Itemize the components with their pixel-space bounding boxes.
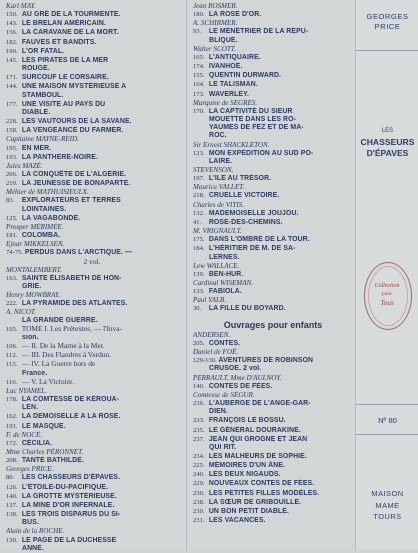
catalog-entry <box>6 179 178 188</box>
entry-title: — V. La Victoire. <box>21 377 75 386</box>
entry-title: MADEMOISELLE JOUJOU. <box>208 209 299 217</box>
entry-title: NOUVEAUX CONTES DE FÉES. <box>208 480 315 488</box>
catalog-entry <box>6 126 178 135</box>
entry-number: 237. <box>193 435 205 443</box>
entry-number: 156. <box>6 29 18 37</box>
spine-author <box>356 12 418 32</box>
collection-medallion <box>364 262 412 330</box>
catalog-entry <box>6 82 178 91</box>
author-name: Mme Charles PÉRONNET. <box>6 447 84 456</box>
entry-number: 93. <box>193 28 202 36</box>
title-continuation: LAIRE. <box>209 157 233 165</box>
catalog-entry <box>193 209 353 218</box>
catalog-entry <box>193 235 353 244</box>
catalog-entry <box>6 10 178 19</box>
catalog-entry <box>6 73 178 82</box>
title-continuation: France. <box>22 369 48 377</box>
author-name: MONTALEMBERT. <box>6 265 62 274</box>
catalog-entry <box>193 516 353 525</box>
catalog-entry <box>6 510 178 519</box>
entry-number: 140. <box>193 382 205 390</box>
entry-number: 197. <box>193 175 205 183</box>
catalog-entry <box>193 507 353 516</box>
catalog-entry <box>6 100 178 109</box>
author-name: Paul YALB. <box>193 296 227 305</box>
catalog-entry <box>6 456 178 465</box>
entry-title: LES CHASSEURS D'ÉPAVES. <box>21 474 121 482</box>
column-divider <box>186 0 187 550</box>
author-name: Henry MOWBRAY. <box>6 291 61 300</box>
entry-number: 231. <box>193 517 205 525</box>
entry-number: 130. <box>6 536 18 544</box>
entry-number: 238. <box>193 498 205 506</box>
catalog-entry <box>193 80 353 89</box>
book-spine <box>355 0 418 550</box>
title-continuation: YAUMES DE FEZ ET DE MA- <box>209 124 304 132</box>
author-name: M. VRIGNAULT. <box>193 227 242 236</box>
catalog-entry <box>193 304 353 313</box>
entry-number: 228. <box>6 118 18 126</box>
publisher-line3: TOURS <box>373 512 402 521</box>
catalog-entry <box>193 90 353 99</box>
entry-title: UN BON PETIT DIABLE. <box>208 507 289 515</box>
catalog-entry <box>6 439 178 448</box>
catalog-entry <box>6 248 178 257</box>
entry-title: LES PETITES FILLES MODÈLES. <box>208 489 320 497</box>
entry-number: 133. <box>193 288 205 296</box>
medallion-pour-text: pour <box>381 291 393 297</box>
author-name: PERRAULT, Mme D'AULNOY. <box>193 373 282 382</box>
catalog-entry <box>6 422 178 431</box>
entry-number: 155. <box>193 72 205 80</box>
title-continuation: BLIQUE. <box>209 36 238 44</box>
spacer <box>193 314 353 318</box>
entry-title: L'ILE AU TRÉSOR. <box>208 175 272 183</box>
catalog-entry <box>193 489 353 498</box>
entry-title: WAVERLEY. <box>208 90 250 98</box>
entry-number: 177. <box>6 100 18 108</box>
catalog-entry <box>6 196 178 205</box>
entry-title: COLOMBA. <box>21 232 61 240</box>
author-name: F. de NOCÉ. <box>6 430 43 439</box>
entry-title: LES VAUTOURS DE LA SAVANE. <box>21 118 132 126</box>
catalog-entry <box>193 498 353 507</box>
spine-publisher <box>356 488 418 523</box>
catalog-entry <box>193 416 353 425</box>
entry-number: 144. <box>6 83 18 91</box>
entry-title: FAUVES ET BANDITS. <box>21 38 97 46</box>
catalog-entry <box>6 47 178 56</box>
entry-number: 162. <box>6 413 18 421</box>
catalog-entry <box>193 470 353 479</box>
entry-title: L'ÉTOILE-DU-PACIFIQUE. <box>21 483 109 491</box>
entry-title: LE GÉNÉRAL DOURAKINE. <box>208 426 301 434</box>
catalog-entry <box>6 299 178 308</box>
entry-title: FRANÇOIS LE BOSSU. <box>208 417 286 425</box>
spine-title-line1: CHASSEURS <box>360 137 415 147</box>
entry-number: 184. <box>193 245 205 253</box>
catalog-entry <box>6 231 178 240</box>
title-continuation: LERNES. <box>209 253 240 261</box>
catalog-entry <box>193 244 353 253</box>
author-name: Capitaine MAYNE-REID. <box>6 135 79 144</box>
entry-number: 178. <box>6 396 18 404</box>
entry-title: CRUELLE VICTOIRE. <box>208 192 280 200</box>
entry-number: 174. <box>193 63 205 71</box>
entry-title: CONTES. <box>208 339 241 347</box>
entry-title: L'OR FATAL. <box>21 47 65 55</box>
entry-title: LA ROSE D'OR. <box>208 11 262 19</box>
entry-number: 105. <box>6 325 18 333</box>
entry-title: UNE MAISON MYSTÉRIEUSE A <box>21 83 127 91</box>
entry-title: LA VENGEANCE DU FARMER. <box>21 127 124 135</box>
author-name: ANDERSEN. <box>193 330 231 339</box>
entry-number: 208. <box>6 457 18 465</box>
entry-title: MÉMOIRES D'UN ÂNE. <box>208 462 286 470</box>
catalog-entry <box>193 107 353 116</box>
entry-title: L'HÉRITIER DE M. DE SA- <box>208 245 296 253</box>
title-continuation: LOINTAINES. <box>22 205 67 213</box>
catalog-entry <box>6 501 178 510</box>
entry-title: QUENTIN DURWARD. <box>208 72 282 80</box>
catalog-entry <box>193 191 353 200</box>
author-name: Maurice VALLET. <box>193 183 245 192</box>
entry-title: L'AUBERGE DE L'ANGE-GAR- <box>208 400 311 408</box>
entry-title: LA GROTTE MYSTÉRIEUSE. <box>21 492 117 500</box>
entry-number: 171. <box>6 74 18 82</box>
entry-number: 163. <box>6 274 18 282</box>
entry-title: DANS L'OMBRE DE LA TOUR. <box>208 236 310 244</box>
entry-number: 129-130. <box>193 357 217 365</box>
entry-number: 116. <box>6 378 18 386</box>
entry-number: 181. <box>6 232 18 240</box>
entry-number: 172. <box>6 439 18 447</box>
author-name: Lew WALLACE. <box>193 261 240 270</box>
entry-number: 180. <box>193 11 205 19</box>
spine-volume-number: Nº 80 <box>378 416 397 425</box>
entry-number: 218. <box>193 192 205 200</box>
medallion-tous-text: Tous <box>380 299 394 307</box>
catalog-entry <box>193 218 353 227</box>
title-continuation: GRIE. <box>22 283 42 290</box>
title-continuation: ANNE. <box>22 544 44 552</box>
entry-title: LA JEUNESSE DE BONAPARTE. <box>21 180 131 188</box>
author-name: Daniel de FOË. <box>193 348 239 357</box>
entry-title: — IV. La Guerre hors de <box>21 360 96 369</box>
entry-number: 236. <box>193 400 205 408</box>
volume-note: 2 vol. <box>83 257 101 266</box>
catalog-entry <box>193 339 353 348</box>
medallion-collection-text: Collection <box>374 283 400 289</box>
entry-title: SURCOUF LE CORSAIRE. <box>21 74 109 82</box>
entry-title: TANTE BATHILDE. <box>21 457 84 465</box>
entry-number: 205. <box>193 339 205 347</box>
entry-title: MON EXPÉDITION AU SUD PO- <box>208 149 314 157</box>
catalog-entry <box>193 452 353 461</box>
entry-title: LE TALISMAN. <box>208 81 258 89</box>
entry-title: LA PYRAMIDE DES ATLANTES. <box>21 300 128 308</box>
entry-number: 83. <box>6 197 15 205</box>
entry-title: LE MASQUE. <box>21 422 66 430</box>
author-name: Jean ROSMER. <box>193 2 238 10</box>
entry-title: AU GRÉ DE LA TOURMENTE. <box>21 11 121 19</box>
entry-number: 41. <box>193 218 202 226</box>
catalog-entry <box>6 274 178 283</box>
entry-title: LE PAGE DE LA DUCHESSE <box>21 536 117 544</box>
entry-title: ROSE-DES-CHEMINS. <box>208 218 283 226</box>
section-heading: Ouvrages pour enfants <box>223 319 323 330</box>
catalog-entry <box>6 536 178 545</box>
entry-title: EXPLORATEURS ET TERRES <box>21 197 121 205</box>
entry-number: 173. <box>193 90 205 98</box>
entry-number: 240. <box>193 471 205 479</box>
entry-title: LE MÉNÉTRIER DE LA RÉPU- <box>208 28 309 36</box>
catalog-entry <box>193 10 353 19</box>
entry-number: 233. <box>193 417 205 425</box>
catalog-entry <box>6 492 178 501</box>
entry-title: LES VACANCES. <box>208 517 266 525</box>
entry-title: AVENTURES DE ROBINSON <box>218 357 314 365</box>
catalog-left-column <box>6 2 178 553</box>
catalog-entry <box>6 214 178 223</box>
entry-title: LA MINE D'OR INFERNALE. <box>21 501 115 509</box>
title-continuation: ROC. <box>209 132 227 140</box>
title-continuation: DIABLE. <box>22 108 51 116</box>
catalog-entry <box>6 378 178 387</box>
catalog-entry <box>6 38 178 47</box>
entry-title: — III. Des Flandres à Verdun. <box>21 351 112 360</box>
entry-title: LA CONQUÊTE DE L'ALGÉRIE. <box>21 170 127 178</box>
author-name: Georges PRICE. <box>6 465 54 474</box>
author-name: Ejnar MIKKELSEN. <box>6 240 65 249</box>
catalog-entry <box>6 144 178 153</box>
author-name: A. SCHIRMER. <box>193 19 238 28</box>
catalog-entry <box>6 342 178 351</box>
entry-number: 206. <box>6 170 18 178</box>
author-name: Luc NYAMEL. <box>6 386 47 395</box>
entry-number: 170. <box>193 107 205 115</box>
spine-title-line2: D'ÉPAVES <box>366 148 409 158</box>
entry-number: 139. <box>193 270 205 278</box>
entry-number: 126. <box>6 483 18 491</box>
catalog-entry <box>6 351 178 360</box>
catalog-entry <box>193 479 353 488</box>
catalog-entry <box>193 435 353 444</box>
entry-title: LA VAGABONDE. <box>21 214 81 222</box>
catalog-entry <box>6 325 178 334</box>
catalog-entry <box>193 149 353 158</box>
catalog-entry <box>193 399 353 408</box>
catalog-entry <box>193 71 353 80</box>
spine-author-first: GEORGES <box>366 12 409 21</box>
author-name: Karl MAY. <box>6 2 36 10</box>
title-continuation: LA GRANDE GUERRE. <box>22 316 98 324</box>
entry-number: 190. <box>6 47 18 55</box>
entry-number: 210. <box>6 180 18 188</box>
catalog-entry <box>6 153 178 162</box>
entry-title: IVANHOÉ. <box>208 63 243 71</box>
entry-title: BEN-HUR. <box>208 270 244 278</box>
entry-title: EN MER. <box>21 144 52 152</box>
spine-author-last: PRICE <box>374 22 401 31</box>
spine-rule <box>356 434 418 435</box>
entry-number: 145. <box>6 56 18 64</box>
author-name: Charles de VITIS. <box>193 200 245 209</box>
title-continuation: MOUETTE DANS LES RO- <box>209 116 296 124</box>
title-continuation: STAMBOUL. <box>22 91 64 99</box>
catalog-entry <box>6 360 178 369</box>
entry-title: LE BRELAN AMÉRICAIN. <box>21 20 106 28</box>
entry-number: 138. <box>6 511 18 519</box>
author-name: Sir Ernest SHACKLETON. <box>193 140 270 149</box>
entry-title: JEAN QUI GROGNE ET JEAN <box>208 435 308 443</box>
title-continuation: sion. <box>22 333 39 341</box>
entry-title: LES PIRATES DE LA MER <box>21 56 109 64</box>
author-name: A. NICOT. <box>6 308 37 317</box>
catalog-entry <box>6 412 178 421</box>
entry-number: 158. <box>6 127 18 135</box>
entry-number: 30. <box>193 305 202 313</box>
entry-title: LES DEUX NIGAUDS. <box>208 471 281 479</box>
entry-number: 125. <box>6 214 18 222</box>
catalog-entry <box>193 270 353 279</box>
entry-title: SAINTE ÉLISABETH DE HON- <box>21 274 122 282</box>
spine-title <box>356 126 418 159</box>
entry-number: 182. <box>6 38 18 46</box>
catalog-entry <box>6 395 178 404</box>
catalog-entry <box>193 53 353 62</box>
entry-number: 115. <box>6 361 18 369</box>
catalog-entry <box>193 426 353 435</box>
entry-number: 225. <box>193 462 205 470</box>
title-continuation: DIEN. <box>209 408 228 416</box>
title-continuation: BUS. <box>22 519 39 527</box>
entry-number: 239. <box>193 507 205 515</box>
entry-number: 132. <box>193 209 205 217</box>
entry-number: 235. <box>193 426 205 434</box>
entry-number: 74-75. <box>6 249 24 257</box>
title-continuation: QUI RIT. <box>209 443 237 451</box>
catalog-entry <box>6 19 178 28</box>
entry-title: TOME I. Les Prétextes, — l'Inva- <box>21 324 123 333</box>
catalog-right-column <box>193 2 353 525</box>
entry-title: LES TROIS DISPARUS DU SI- <box>21 511 121 519</box>
title-continuation: CRUSOÉ. 2 vol. <box>209 365 262 373</box>
author-name: Comtesse de SÉGUR. <box>193 390 255 399</box>
entry-title: — II. De la Marne à la Mer. <box>21 342 105 351</box>
catalog-entry <box>6 473 178 482</box>
catalog-entry <box>193 174 353 183</box>
entry-title: LA DEMOISELLE A LA ROSE. <box>21 413 121 421</box>
author-name: Prosper MÉRIMÉE. <box>6 222 64 231</box>
entry-title: LA COMTESSE DE KÉROUA- <box>21 396 120 404</box>
entry-number: 80. <box>6 474 15 482</box>
entry-number: 191. <box>6 422 18 430</box>
author-name: Jules MAZÉ. <box>6 161 43 170</box>
entry-number: 195. <box>6 144 18 152</box>
entry-title: CÉCILIA. <box>21 439 53 447</box>
author-name: Walter SCOTT. <box>193 44 236 53</box>
entry-title: UNE VISITE AU PAYS DU <box>21 100 106 108</box>
entry-number: 150. <box>6 11 18 19</box>
entry-number: 175. <box>193 236 205 244</box>
author-name: Méhier de MATHUISIEULX. <box>6 188 89 197</box>
catalog-entry <box>6 56 178 65</box>
entry-number: 165. <box>193 53 205 61</box>
entry-number: 106. <box>6 343 18 351</box>
entry-number: 140. <box>6 492 18 500</box>
author-name: Cardinal WISEMAN. <box>193 279 254 287</box>
spine-rule <box>356 50 418 51</box>
entry-title: LA CAPTIVITÉ DU SIEUR <box>208 107 293 115</box>
catalog-entry <box>193 27 353 36</box>
entry-number: 164. <box>193 81 205 89</box>
entry-title: L'ANTIQUAIRE. <box>208 53 261 61</box>
entry-title: FABIOLA. <box>208 288 242 296</box>
publisher-line2: MAME <box>375 500 400 510</box>
entry-number: 229. <box>193 480 205 488</box>
catalog-entry <box>6 28 178 37</box>
entry-title: CONTES DE FÉES. <box>208 382 273 390</box>
entry-title: LA SŒUR DE GRIBOUILLE. <box>208 498 302 506</box>
entry-number: 222. <box>6 300 18 308</box>
entry-title: LA PANTHÈRE-NOIRE. <box>21 153 98 161</box>
entry-number: 193. <box>6 153 18 161</box>
catalog-entry <box>6 117 178 126</box>
entry-title: LA FILLE DU BOYARD. <box>208 305 286 313</box>
entry-title: LES MALHEURS DE SOPHIE. <box>208 452 307 460</box>
catalog-entry <box>193 356 353 365</box>
catalog-entry <box>193 461 353 470</box>
publisher-line1: MAISON <box>371 489 404 498</box>
entry-title: PERDUS DANS L'ARCTIQUE. — <box>24 249 133 257</box>
catalog-entry <box>193 287 353 296</box>
entry-number: 143. <box>6 20 18 28</box>
catalog-entry <box>6 483 178 492</box>
title-continuation: ROUGE. <box>22 65 50 73</box>
author-name: Alain de la ROCHE. <box>6 527 65 536</box>
catalog-entry <box>193 62 353 71</box>
entry-number: 123. <box>193 149 205 157</box>
spine-rule <box>356 404 418 405</box>
entry-title: LA CARAVANE DE LA MORT. <box>21 29 119 37</box>
entry-number: 112. <box>6 352 18 360</box>
entry-number: 137. <box>6 501 18 509</box>
entry-number: 234. <box>193 452 205 460</box>
spine-title-article: LES <box>381 128 394 134</box>
title-continuation: LEN. <box>22 404 39 412</box>
author-name: Marquise de SEGRÈS. <box>193 98 258 107</box>
entry-number: 230. <box>193 489 205 497</box>
catalog-entry <box>193 382 353 391</box>
catalog-entry <box>6 170 178 179</box>
author-name: STEVENSON. <box>193 165 234 174</box>
